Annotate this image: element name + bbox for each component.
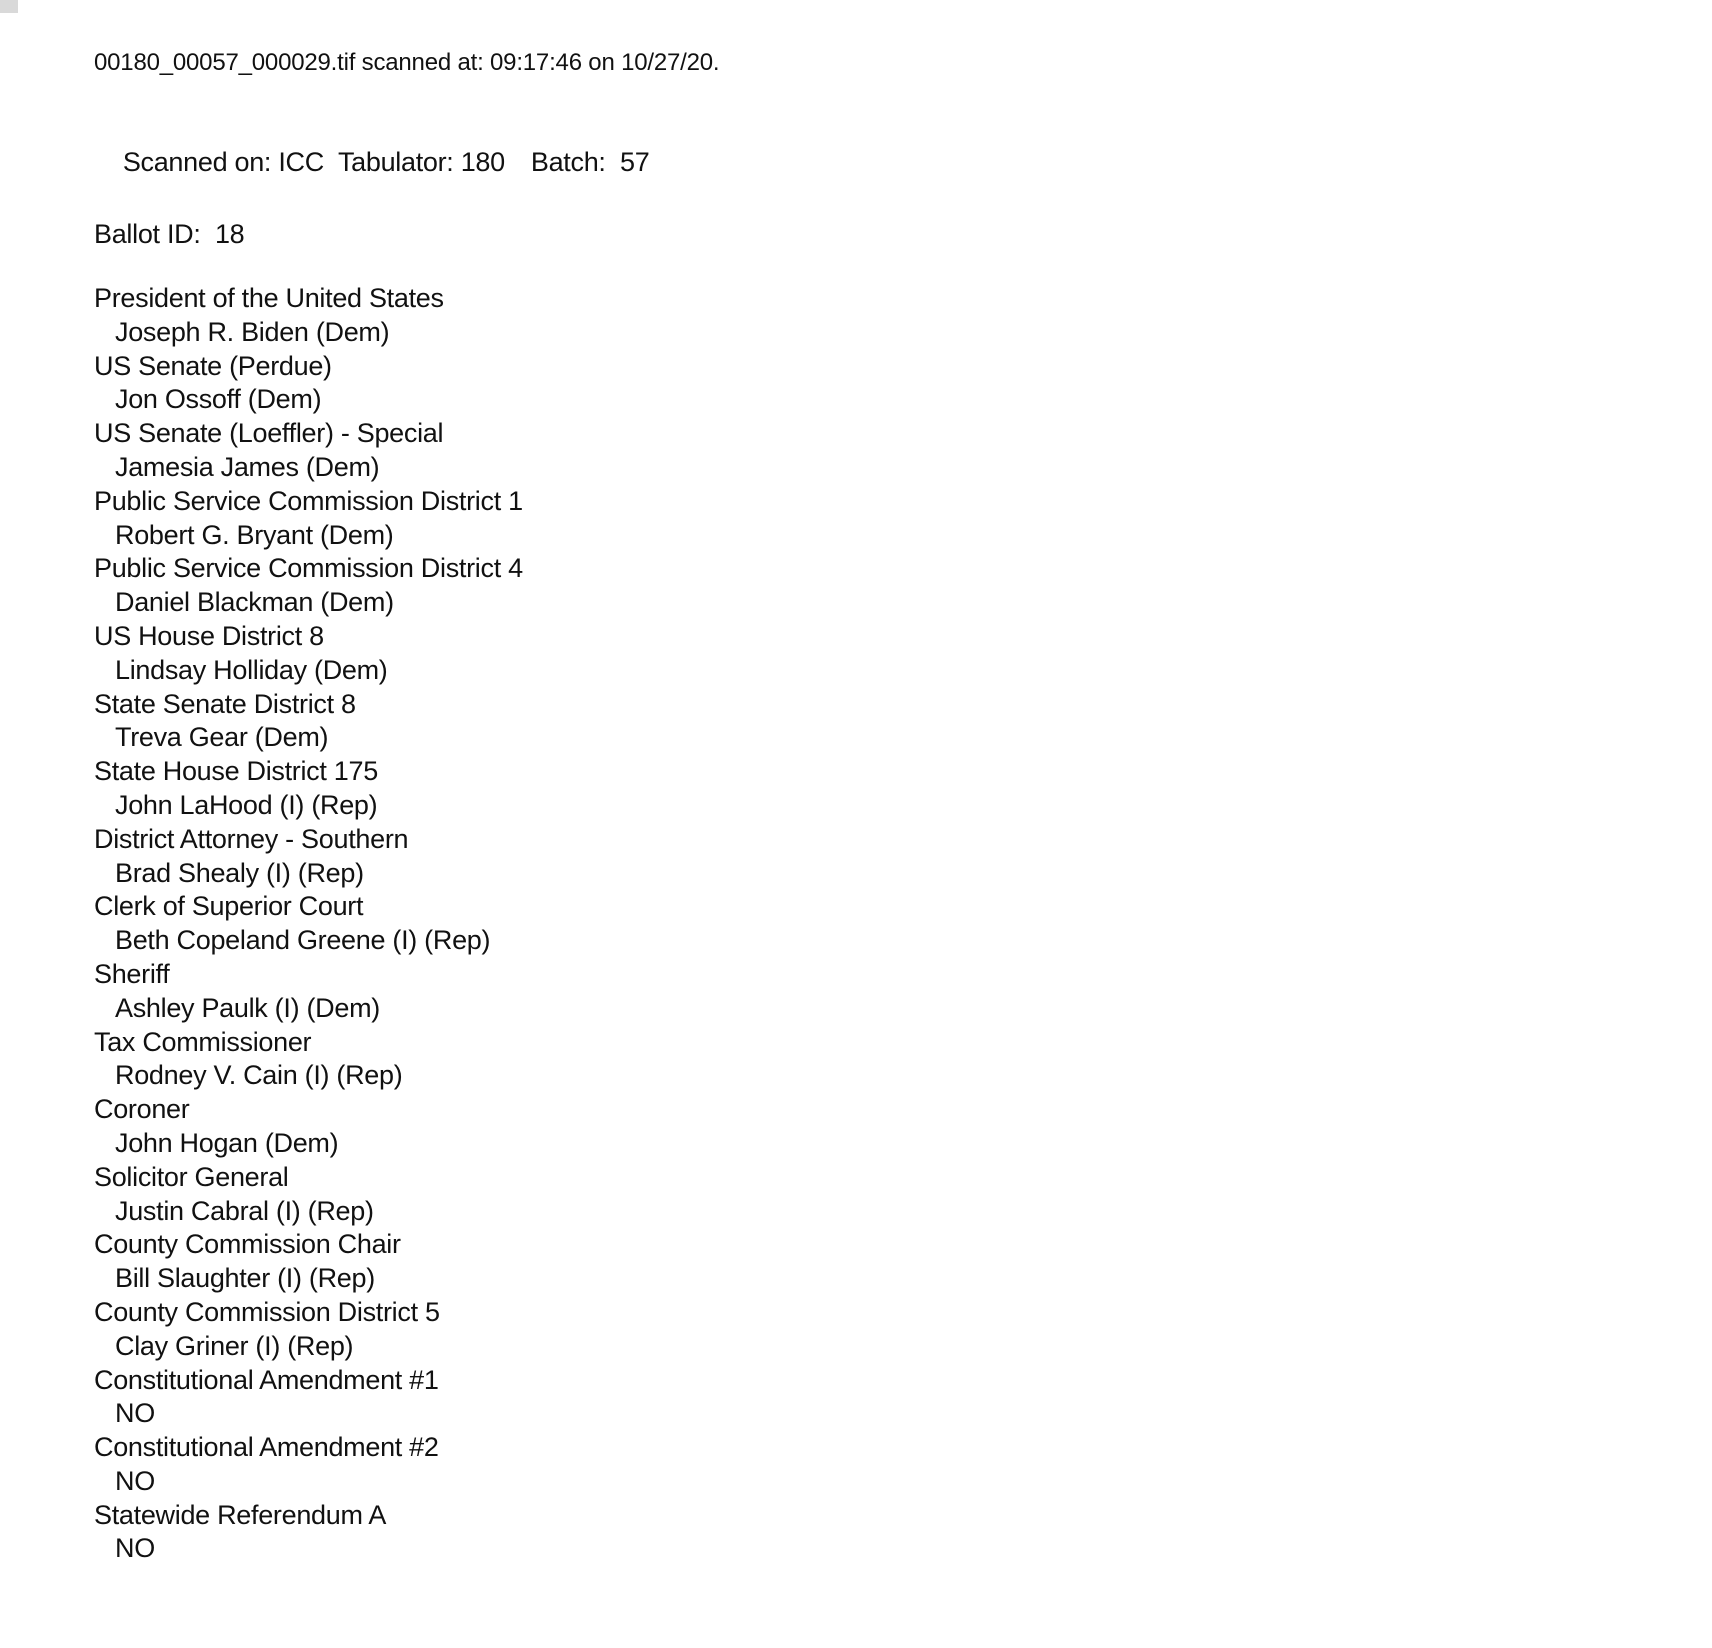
- contest-row: [94, 958, 1652, 1026]
- contest-title: Public Service Commission District 4: [94, 553, 523, 584]
- contest-row: [94, 1026, 1652, 1094]
- contest-row: [94, 1296, 1652, 1364]
- scanned-on-value: Scanned on: ICC: [122, 147, 324, 177]
- contest-selection: NO: [115, 1533, 155, 1564]
- contest-selection: NO: [115, 1398, 155, 1429]
- contest-selection: Clay Griner (I) (Rep): [115, 1330, 354, 1361]
- contest-selection: Treva Gear (Dem): [115, 722, 329, 753]
- contest-selection: Justin Cabral (I) (Rep): [115, 1195, 374, 1226]
- contest-selection: John Hogan (Dem): [115, 1127, 339, 1158]
- contest-row: [94, 350, 1652, 418]
- contest-title: District Attorney - Southern: [94, 823, 409, 854]
- contest-row: [94, 823, 1652, 891]
- contest-row: [94, 890, 1652, 958]
- contest-title: State Senate District 8: [94, 688, 356, 719]
- contest-title: President of the United States: [94, 283, 444, 313]
- contest-row: [94, 485, 1652, 553]
- contest-selection: Beth Copeland Greene (I) (Rep): [115, 925, 491, 956]
- contest-row: [94, 282, 1652, 350]
- contest-title: Statewide Referendum A: [94, 1499, 387, 1530]
- contest-selection: John LaHood (I) (Rep): [115, 789, 378, 820]
- contest-row: [94, 688, 1652, 756]
- contest-title: Solicitor General: [94, 1161, 289, 1192]
- contest-row: [94, 1228, 1652, 1296]
- contest-selection: NO: [115, 1465, 155, 1496]
- contest-title: Constitutional Amendment #1: [94, 1364, 439, 1395]
- ballot-id-line: Ballot ID: 18: [94, 219, 245, 249]
- contest-row: [94, 620, 1652, 688]
- contest-row: [94, 755, 1652, 823]
- contest-selection: Jamesia James (Dem): [115, 451, 380, 482]
- contest-title: US House District 8: [94, 620, 324, 651]
- tabulator-value: Tabulator: 180: [337, 147, 505, 177]
- contest-row: [94, 1093, 1652, 1161]
- contest-row: [94, 1161, 1652, 1229]
- contest-title: Coroner: [94, 1094, 190, 1125]
- contest-title: County Commission District 5: [94, 1296, 440, 1327]
- contest-selection: Rodney V. Cain (I) (Rep): [115, 1060, 403, 1091]
- contest-row: [94, 552, 1652, 620]
- contest-title: Tax Commissioner: [94, 1026, 312, 1057]
- contest-row: [94, 417, 1652, 485]
- contest-selection: Joseph R. Biden (Dem): [115, 316, 390, 347]
- contest-selection: Jon Ossoff (Dem): [115, 384, 322, 415]
- scan-info-line: [94, 108, 1652, 216]
- contest-selection: Ashley Paulk (I) (Dem): [115, 992, 380, 1023]
- contest-title: State House District 175: [94, 756, 378, 787]
- contest-title: Clerk of Superior Court: [94, 891, 364, 922]
- contest-title: County Commission Chair: [94, 1229, 401, 1260]
- contest-selection: Lindsay Holliday (Dem): [115, 654, 388, 685]
- contest-selection: Daniel Blackman (Dem): [115, 587, 394, 618]
- contest-title: Constitutional Amendment #2: [94, 1432, 439, 1463]
- contest-selection: Bill Slaughter (I) (Rep): [115, 1263, 375, 1294]
- contest-row: [94, 1364, 1652, 1432]
- contest-title: Public Service Commission District 1: [94, 485, 523, 516]
- contest-title: US Senate (Perdue): [94, 350, 332, 381]
- batch-value: Batch: 57: [530, 147, 650, 177]
- contest-selection: Robert G. Bryant (Dem): [115, 519, 394, 550]
- contest-title: US Senate (Loeffler) - Special: [94, 418, 444, 449]
- contest-list: [94, 282, 1652, 1566]
- contest-title: Sheriff: [94, 958, 170, 989]
- contest-row: [94, 1499, 1652, 1567]
- contest-selection: Brad Shealy (I) (Rep): [115, 857, 364, 888]
- contest-row: [94, 1431, 1652, 1499]
- scan-filename-line: 00180_00057_000029.tif scanned at: 09:17:46 on 10/27/20.: [94, 49, 720, 76]
